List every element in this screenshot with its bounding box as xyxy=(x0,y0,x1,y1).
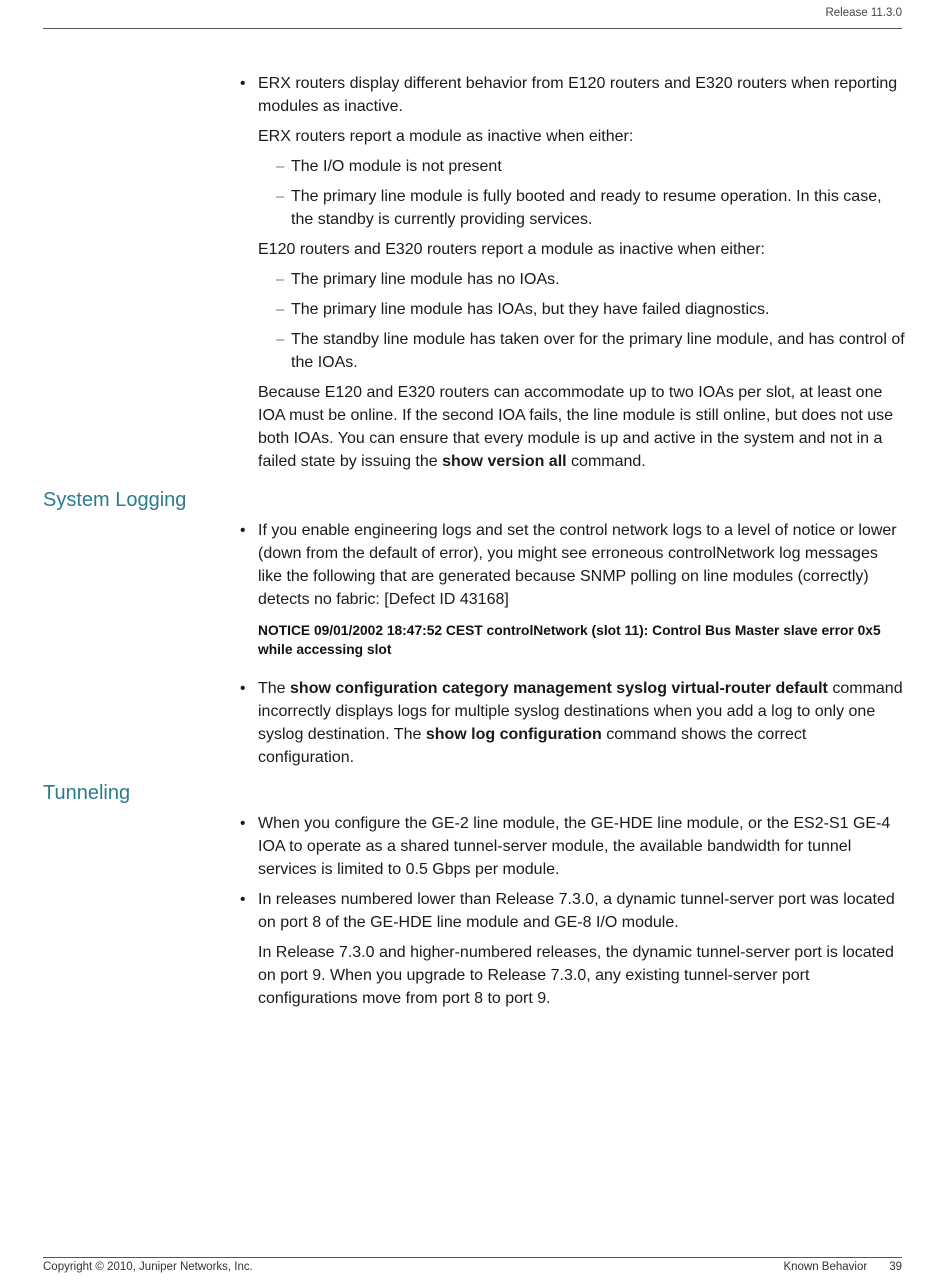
section-heading-system-logging: System Logging xyxy=(43,489,187,511)
footer-section: Known Behavior xyxy=(783,1261,868,1273)
list-item xyxy=(240,677,905,769)
log-message-example: NOTICE 09/01/2002 18:47:52 CEST controlNetwork (slot 11): Control Bus Master slave error 0x5 while accessing slot xyxy=(258,623,881,657)
closing-paragraph xyxy=(240,381,905,473)
e120-intro: E120 routers and E320 routers report a module as inactive when either: xyxy=(258,241,765,258)
sub-item-text: The standby line module has taken over for the primary line module, and has control of the IOAs. xyxy=(291,331,905,371)
list-item xyxy=(240,72,905,118)
footer-right xyxy=(783,1261,902,1273)
bullet-text: When you configure the GE-2 line module, the GE-HDE line module, or the ES2-S1 GE-4 IOA to operate as a shared tunnel-server module, the available bandwidth for tunnel services is limited to 0.5 Gbps per module. xyxy=(258,815,891,878)
sub-list-item xyxy=(240,268,905,291)
footer-rule xyxy=(43,1257,902,1258)
sub-list-item xyxy=(240,298,905,321)
copyright: Copyright © 2010, Juniper Networks, Inc. xyxy=(43,1261,253,1273)
bullet-text: In releases numbered lower than Release 7.3.0, a dynamic tunnel-server port was located on port 8 of the GE-HDE line module and GE-8 I/O module. xyxy=(258,891,895,931)
system-logging-block xyxy=(240,519,905,769)
bullet-icon: • xyxy=(240,891,246,908)
page-number: 39 xyxy=(889,1261,902,1273)
bullet-text-part: command incorrectly displays logs for multiple syslog destinations when you add a log to only one syslog destination. The xyxy=(258,680,903,743)
bullet-icon: • xyxy=(240,815,246,832)
sub-item-text: The primary line module has no IOAs. xyxy=(291,271,560,288)
dash-icon: – xyxy=(276,271,285,288)
closing-text-end: command. xyxy=(566,453,646,470)
dash-icon: – xyxy=(276,301,285,318)
command-show-version-all: show version all xyxy=(442,453,567,470)
bullet-icon: • xyxy=(240,75,246,92)
sub-list-item xyxy=(240,155,905,178)
module-behavior-block xyxy=(240,72,905,473)
erx-intro: ERX routers report a module as inactive when either: xyxy=(258,128,634,145)
closing-text: Because E120 and E320 routers can accommodate up to two IOAs per slot, at least one IOA must be online. If the second IOA fails, the line module is still online, but does not use both IOAs. You can ensure that every module is up and active in the system and not in a failed state by issuing the xyxy=(258,384,894,470)
list-item xyxy=(240,812,905,881)
command-show-log-configuration: show log configuration xyxy=(425,726,602,743)
bullet-text: If you enable engineering logs and set the control network logs to a level of notice or lower (down from the default of error), you might see erroneous controlNetwork log messages like the following that are generated because SNMP polling on line modules (correctly) detects no fabric: [Defect ID 43168] xyxy=(258,522,897,608)
bullet-icon: • xyxy=(240,680,246,697)
section-heading-tunneling: Tunneling xyxy=(43,782,131,804)
sub-list-item xyxy=(240,328,905,374)
bullet-text-part: The xyxy=(258,680,291,697)
sub-item-text: The I/O module is not present xyxy=(291,158,502,175)
tunneling-block xyxy=(240,812,905,1010)
list-item xyxy=(240,519,905,611)
sub-item-text: The primary line module is fully booted and ready to resume operation. In this case, the standby is currently providing services. xyxy=(291,188,882,228)
sub-item-text: The primary line module has IOAs, but they have failed diagnostics. xyxy=(291,301,770,318)
bullet-text-part: command shows the correct configuration. xyxy=(258,726,807,766)
bullet-text: ERX routers display different behavior from E120 routers and E320 routers when reporting modules as inactive. xyxy=(258,75,898,115)
dash-icon: – xyxy=(276,331,285,348)
dash-icon: – xyxy=(276,188,285,205)
release-label: Release 11.3.0 xyxy=(825,7,902,19)
command-show-configuration: show configuration category management syslog virtual-router default xyxy=(290,680,828,697)
header-rule xyxy=(43,28,902,29)
sub-list-item xyxy=(240,185,905,231)
list-item xyxy=(240,888,905,934)
bullet-text xyxy=(258,677,905,769)
bullet-icon: • xyxy=(240,522,246,539)
tunneling-paragraph: In Release 7.3.0 and higher-numbered releases, the dynamic tunnel-server port is located on port 9. When you upgrade to Release 7.3.0, any existing tunnel-server port configurations move from port 8 to port 9. xyxy=(258,944,894,1007)
dash-icon: – xyxy=(276,158,285,175)
